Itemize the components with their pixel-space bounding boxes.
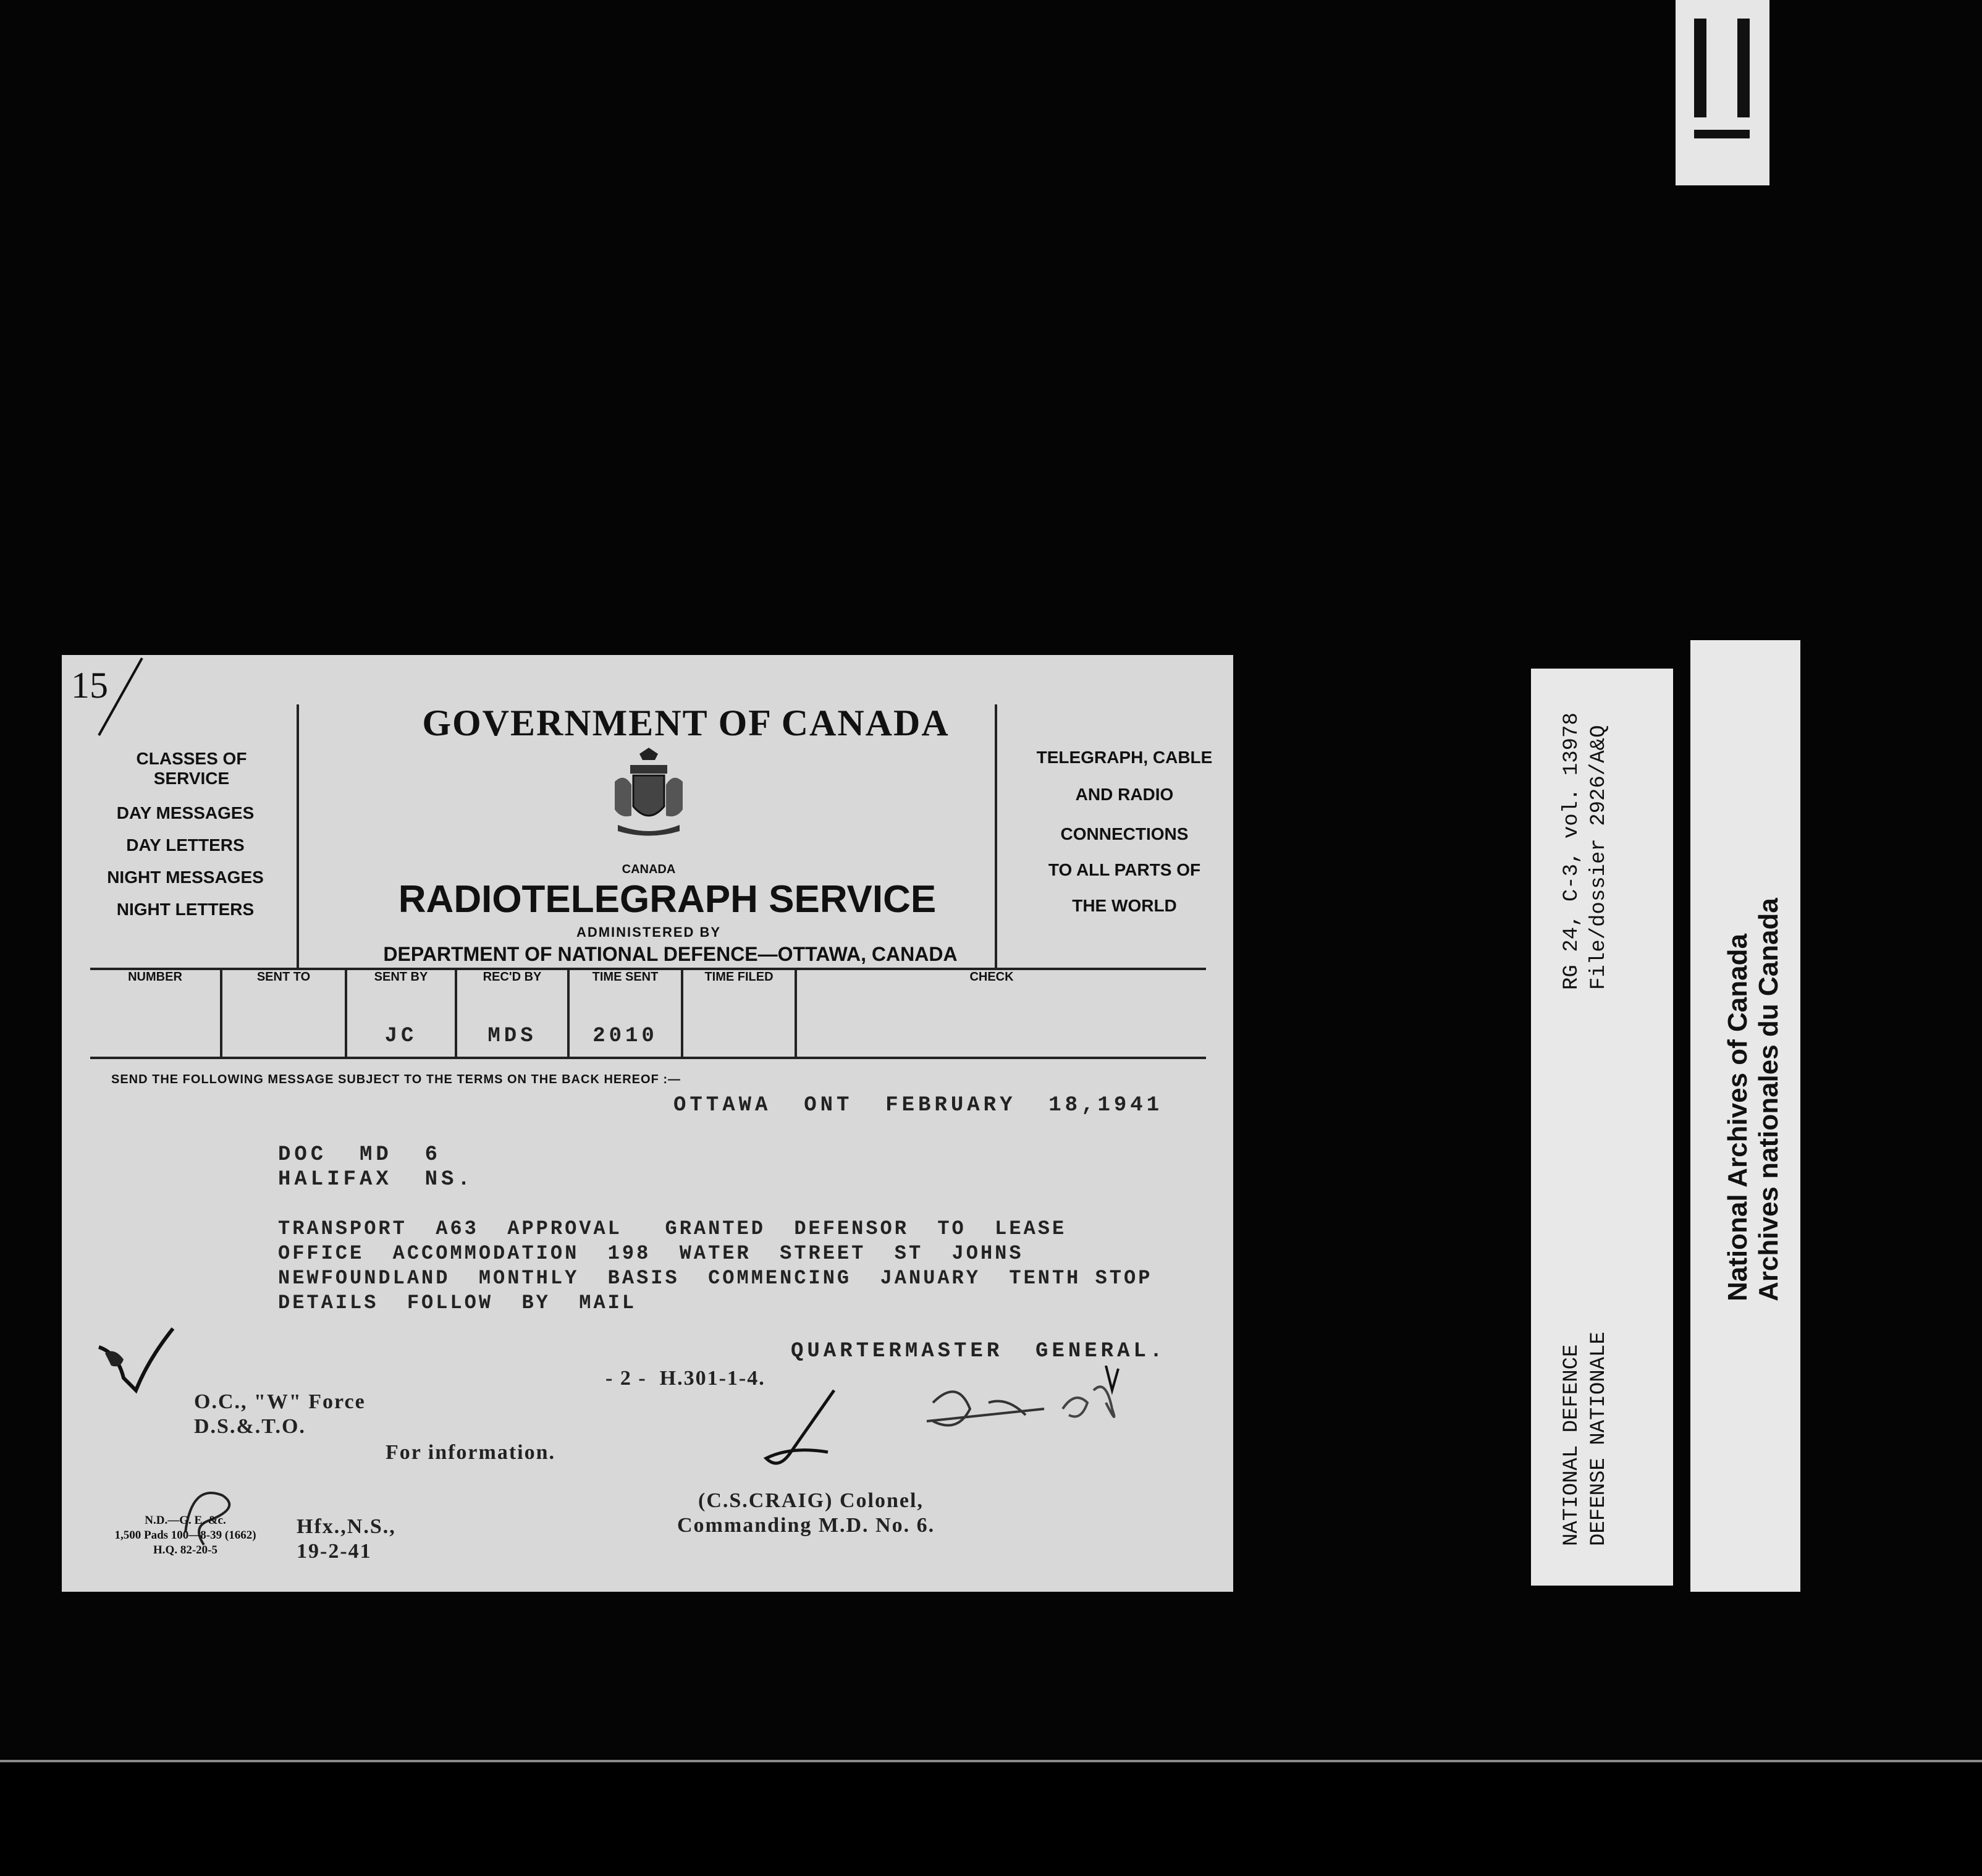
body-line: DETAILS FOLLOW BY MAIL: [278, 1291, 637, 1314]
handwritten-signature: [754, 1384, 853, 1477]
connections-line: AND RADIO: [1075, 785, 1174, 804]
file-reference: - 2 - H.301-1-4.: [605, 1367, 765, 1390]
archive-label-reference: [1531, 669, 1673, 1586]
recd-by-value: MDS: [487, 1025, 537, 1048]
body-line: NEWFOUNDLAND MONTHLY BASIS COMMENCING JANUARY TENTH STOP: [278, 1267, 1153, 1290]
distribution-line: D.S.&.T.O.: [194, 1415, 306, 1438]
signer-title: Commanding M.D. No. 6.: [677, 1514, 935, 1537]
archive-reference-line: RG 24, C-3, vol. 13978: [1560, 712, 1583, 990]
signer-name: (C.S.CRAIG) Colonel,: [698, 1489, 924, 1512]
handwritten-mark: [80, 655, 154, 742]
body-line: TRANSPORT A63 APPROVAL GRANTED DEFENSOR TO LEASE: [278, 1217, 1067, 1240]
frame-marker: [1676, 0, 1769, 185]
service-title: RADIOTELEGRAPH SERVICE: [398, 878, 937, 921]
form-code-line: H.Q. 82-20-5: [153, 1544, 217, 1557]
class-item: DAY LETTERS: [126, 835, 245, 855]
connections-line: TO ALL PARTS OF: [1048, 860, 1201, 879]
column-header-recd-by: REC'D BY: [483, 970, 542, 984]
place-line: Hfx.,N.S.,: [297, 1515, 396, 1538]
coat-of-arms-icon: [605, 748, 692, 840]
send-following-notice: SEND THE FOLLOWING MESSAGE SUBJECT TO THE TERMS ON THE BACK HEREOF :—: [111, 1073, 681, 1086]
connections-line: CONNECTIONS: [1060, 824, 1189, 843]
class-item: NIGHT MESSAGES: [107, 868, 264, 887]
department-line: DEPARTMENT OF NATIONAL DEFENCE—OTTAWA, CANADA: [383, 943, 958, 965]
classes-of-service-title: CLASSES OF SERVICE: [136, 749, 247, 788]
class-item: NIGHT LETTERS: [116, 900, 255, 919]
date-line: 19-2-41: [297, 1540, 372, 1563]
national-archives-block: [1723, 898, 1784, 1301]
scanner-bottom-edge: [0, 1760, 1982, 1876]
form-code-line: N.D.—G. E. &c.: [145, 1514, 226, 1527]
national-archives-line: Archives nationales du Canada: [1753, 898, 1784, 1301]
archive-department-line: DEFENSE NATIONALE: [1587, 1332, 1611, 1546]
archive-department-line: NATIONAL DEFENCE: [1560, 1344, 1583, 1546]
administered-by: ADMINISTERED BY: [576, 924, 722, 940]
time-sent-value: 2010: [592, 1025, 658, 1048]
body-line: OFFICE ACCOMMODATION 198 WATER STREET ST JOHNS: [278, 1242, 1024, 1265]
government-title: GOVERNMENT OF CANADA: [422, 703, 950, 743]
check-mark-icon: [86, 1322, 185, 1396]
page-number: 15: [71, 665, 108, 706]
address-line: DOC MD 6: [278, 1143, 442, 1167]
national-archives-line: National Archives of Canada: [1723, 934, 1753, 1301]
class-item: DAY MESSAGES: [116, 803, 255, 822]
connections-line: THE WORLD: [1072, 896, 1177, 915]
address-line: HALIFAX NS.: [278, 1168, 474, 1191]
archive-label-national-archives: [1690, 640, 1800, 1592]
telegram-form: [62, 655, 1233, 1592]
column-header-check: CHECK: [969, 970, 1014, 984]
column-header-time-filed: TIME FILED: [704, 970, 774, 984]
form-code-line: 1,500 Pads 100—8-39 (1662): [114, 1529, 256, 1542]
column-header-time-sent: TIME SENT: [592, 970, 659, 984]
archive-reference-line: File/dossier 2926/A&Q: [1587, 725, 1611, 990]
signature-line: QUARTERMASTER GENERAL.: [791, 1340, 1166, 1363]
archive-reference-block: [1558, 712, 1613, 990]
column-header-number: NUMBER: [128, 970, 182, 984]
dateline: OTTAWA ONT FEBRUARY 18,1941: [673, 1094, 1163, 1117]
connections-line: TELEGRAPH, CABLE: [1036, 748, 1213, 767]
column-header-sent-by: SENT BY: [374, 970, 428, 984]
for-information: For information.: [386, 1441, 556, 1464]
archive-department-block: [1558, 1332, 1613, 1546]
handwritten-annotation: [921, 1366, 1131, 1446]
canada-label: CANADA: [622, 863, 676, 876]
sent-by-value: JC: [384, 1025, 418, 1048]
column-header-sent-to: SENT TO: [256, 970, 311, 984]
distribution-line: O.C., "W" Force: [194, 1390, 366, 1413]
